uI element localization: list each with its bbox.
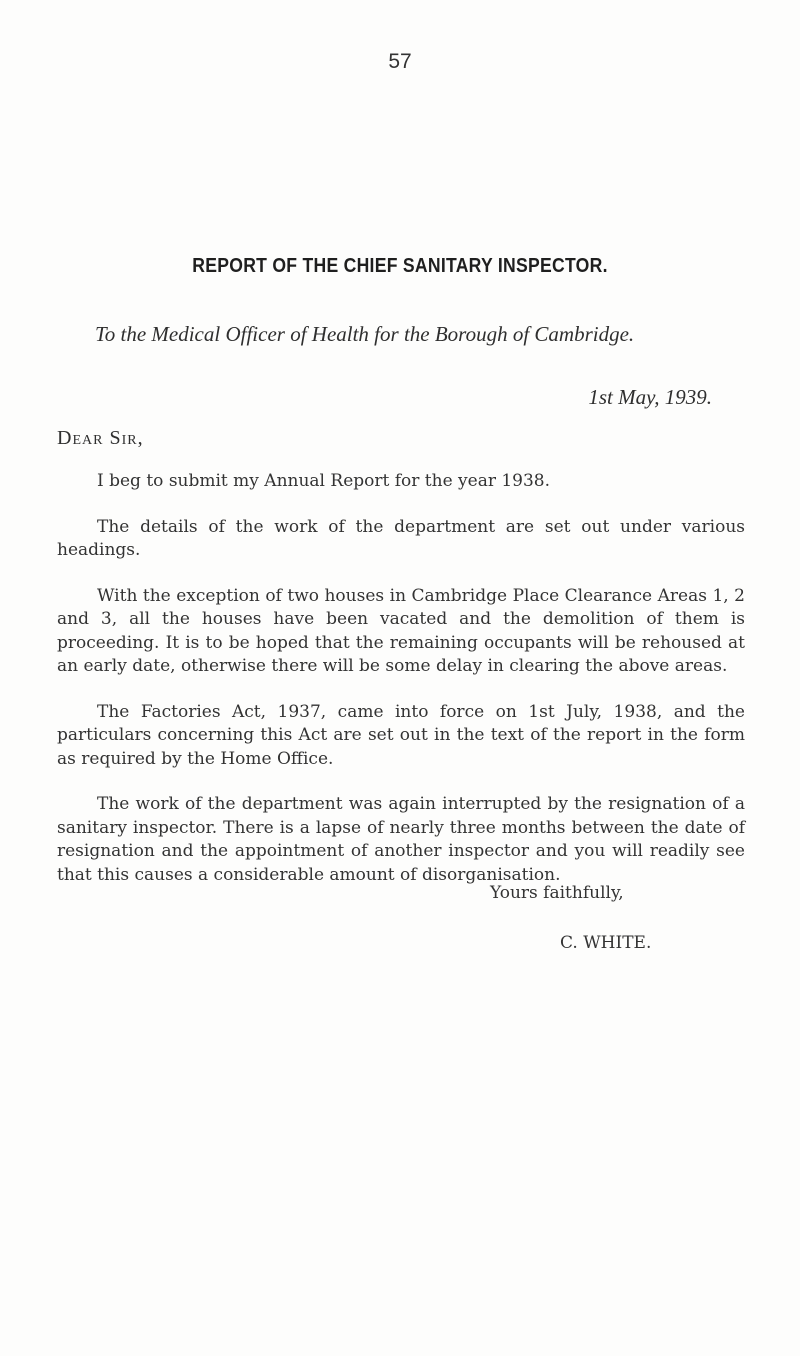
letter-date: 1st May, 1939. bbox=[588, 385, 712, 409]
signature: C. WHITE. bbox=[560, 933, 652, 953]
salutation: Dear Sir, bbox=[57, 427, 144, 449]
paragraph-details: The details of the work of the department are set out under various headings. bbox=[57, 516, 745, 560]
page-number: 57 bbox=[388, 50, 412, 73]
addressee-line: To the Medical Officer of Health for the Borough of Cambridge. bbox=[95, 322, 635, 346]
letter-body bbox=[57, 470, 745, 909]
paragraph-clearance-areas: With the exception of two houses in Cambridge Place Clearance Areas 1, 2 and 3, all the houses have been vacated and the demolition of them is proceeding. It is to be hoped that the remaining occupants will be rehoused at an early date, otherwise there will be some delay in clearing the above areas. bbox=[57, 585, 745, 676]
paragraph-submission: I beg to submit my Annual Report for the year 1938. bbox=[97, 471, 551, 491]
paragraph-staffing: The work of the department was again interrupted by the resignation of a sanitary inspector. There is a lapse of nearly three months between the date of resignation and the appointment of another inspector and you will readily see that this causes a considerable amount of disorganisation. bbox=[57, 794, 745, 885]
paragraph-factories-act: The Factories Act, 1937, came into force on 1st July, 1938, and the particulars concerning this Act are set out in the text of the report in the form as required by the Home Office. bbox=[57, 701, 745, 769]
report-title: REPORT OF THE CHIEF SANITARY INSPECTOR. bbox=[192, 255, 608, 277]
closing: Yours faithfully, bbox=[490, 883, 624, 903]
